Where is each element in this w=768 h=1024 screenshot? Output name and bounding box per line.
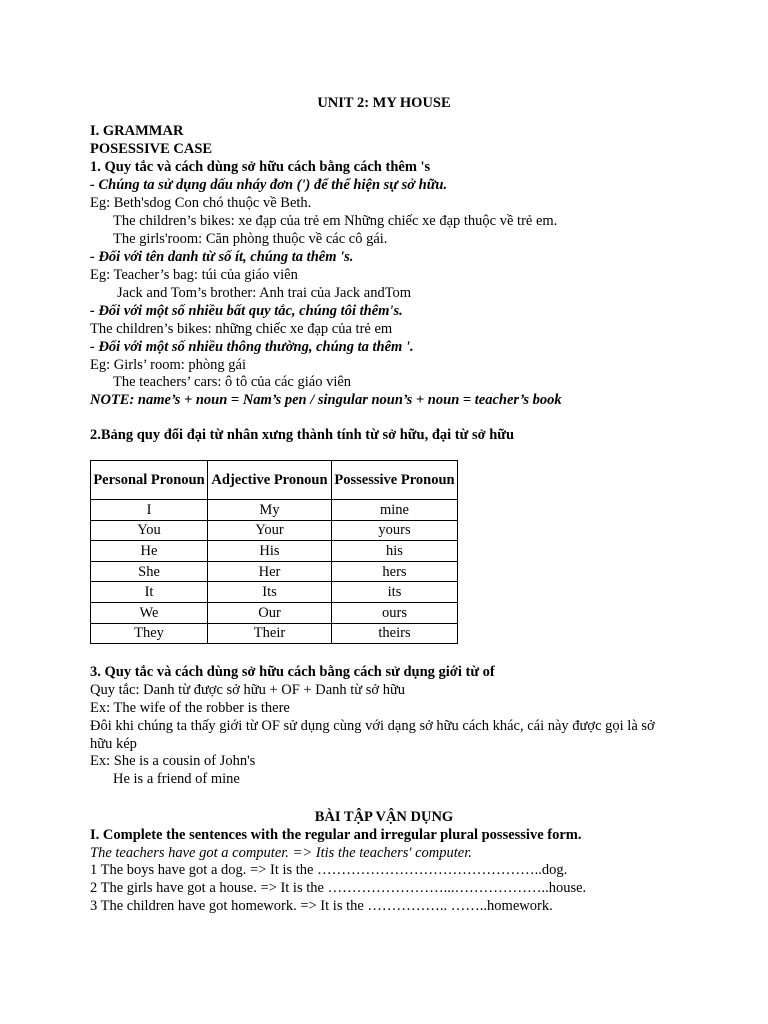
table-row: [91, 623, 458, 644]
rule-line: Quy tắc: Danh từ được sở hữu + OF + Danh từ sở hữu: [90, 682, 406, 698]
note-line: NOTE: name’s + noun = Nam’s pen / singular noun’s + noun = teacher’s book: [90, 392, 562, 408]
example-line: The girls'room: Căn phòng thuộc về các cô gái.: [113, 231, 388, 247]
example-line: Eg: Beth'sdog Con chó thuộc về Beth.: [90, 195, 312, 211]
example-line: Jack and Tom’s brother: Anh trai của Jack andTom: [117, 285, 412, 301]
exercise-example: The teachers have got a computer. => Itis the teachers' computer.: [90, 845, 472, 861]
table-cell: Her: [208, 561, 332, 582]
exercise-heading: BÀI TẬP VẬN DỤNG: [314, 809, 454, 825]
table-cell: its: [332, 582, 458, 603]
note-line: Đôi khi chúng ta thấy giới từ OF sử dụng cùng với dạng sở hữu cách khác, cái này được gọi là sở: [90, 718, 655, 734]
rule-apostrophe: - Chúng ta sử dụng dấu nháy đơn (') để thể hiện sự sở hữu.: [90, 177, 448, 193]
example-line: The children’s bikes: xe đạp của trẻ em Những chiếc xe đạp thuộc về trẻ em.: [113, 213, 558, 229]
example-line: The teachers’ cars: ô tô của các giáo viên: [113, 374, 352, 390]
table-cell: My: [208, 500, 332, 521]
example-line: Eg: Teacher’s bag: túi của giáo viên: [90, 267, 298, 283]
exercise-item: 2 The girls have got a house. => It is the ……………………...………………..house.: [90, 880, 587, 896]
table-cell: his: [332, 541, 458, 562]
table-row: [91, 520, 458, 541]
rule-irregular-plural: - Đối với một số nhiều bất quy tắc, chúng tôi thêm's.: [90, 303, 403, 319]
table-row: [91, 541, 458, 562]
table-cell: Your: [208, 520, 332, 541]
table-cell: I: [91, 500, 208, 521]
table-row: [91, 582, 458, 603]
table-cell: You: [91, 520, 208, 541]
table-cell: His: [208, 541, 332, 562]
table-cell: Their: [208, 623, 332, 644]
example-line: Ex: She is a cousin of John's: [90, 753, 256, 769]
table-cell: We: [91, 602, 208, 623]
note-line: hữu kép: [90, 736, 137, 752]
table-cell: He: [91, 541, 208, 562]
example-line: Eg: Girls’ room: phòng gái: [90, 357, 246, 373]
example-line: Ex: The wife of the robber is there: [90, 700, 290, 716]
possessive-case-heading: POSESSIVE CASE: [90, 141, 213, 157]
pronoun-table: [90, 460, 458, 644]
table-cell: ours: [332, 602, 458, 623]
table-cell: theirs: [332, 623, 458, 644]
exercise-task: I. Complete the sentences with the regular and irregular plural possessive form.: [90, 827, 582, 843]
example-line: The children’s bikes: những chiếc xe đạp của trẻ em: [90, 321, 393, 337]
exercise-item: 3 The children have got homework. => It is the …………….. ……..homework.: [90, 898, 553, 914]
table-cell: yours: [332, 520, 458, 541]
table-cell: It: [91, 582, 208, 603]
section1-heading: 1. Quy tắc và cách dùng sở hữu cách bằng cách thêm 's: [90, 159, 431, 175]
table-cell: Our: [208, 602, 332, 623]
table-row: [91, 602, 458, 623]
page-title: UNIT 2: MY HOUSE: [317, 95, 451, 111]
table-cell: They: [91, 623, 208, 644]
table-cell: mine: [332, 500, 458, 521]
table-cell: Its: [208, 582, 332, 603]
table-header: Personal Pronoun: [91, 461, 208, 500]
grammar-heading: I. GRAMMAR: [90, 123, 184, 139]
table-header: Possessive Pronoun: [332, 461, 458, 500]
rule-singular: - Đối với tên danh từ số ít, chúng ta thêm 's.: [90, 249, 354, 265]
table-header: Adjective Pronoun: [208, 461, 332, 500]
section3-heading: 3. Quy tắc và cách dùng sở hữu cách bằng cách sử dụng giới từ of: [90, 664, 495, 680]
table-row: [91, 500, 458, 521]
table-header-row: [91, 461, 458, 500]
table-cell: hers: [332, 561, 458, 582]
exercise-item: 1 The boys have got a dog. => It is the ………………………………………..dog.: [90, 862, 568, 878]
table-cell: She: [91, 561, 208, 582]
rule-regular-plural: - Đối với một số nhiều thông thường, chúng ta thêm '.: [90, 339, 414, 355]
example-line: He is a friend of mine: [113, 771, 240, 787]
section2-heading: 2.Bảng quy đổi đại từ nhân xưng thành tính từ sở hữu, đại từ sở hữu: [90, 427, 515, 443]
table-row: [91, 561, 458, 582]
